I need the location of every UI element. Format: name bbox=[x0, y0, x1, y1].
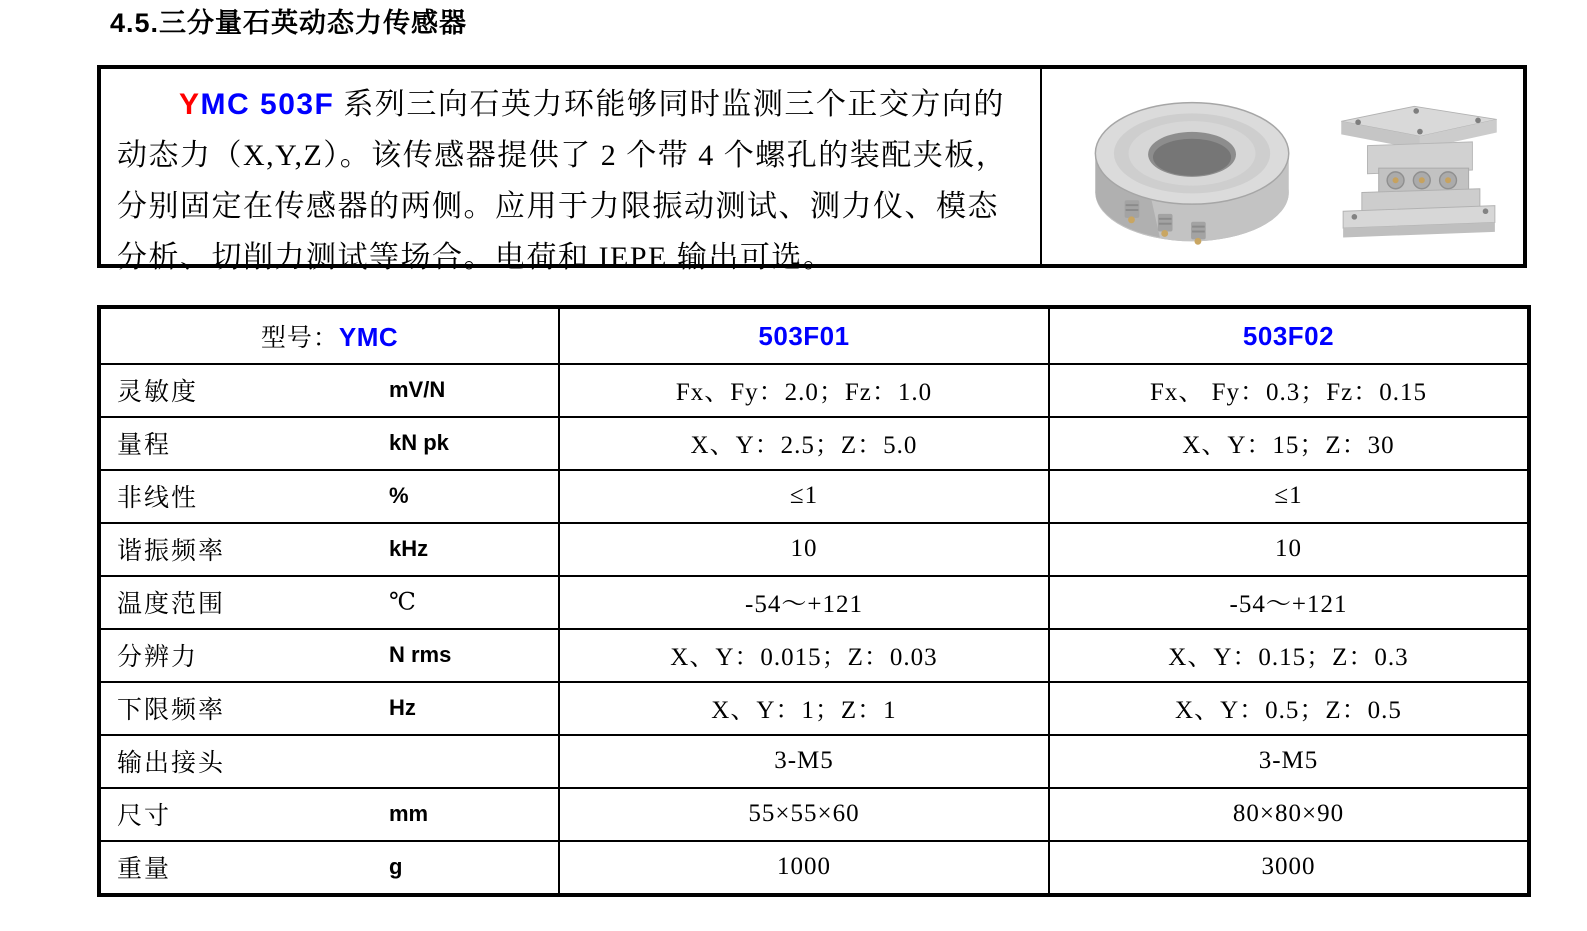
value-503f01: 55×55×60 bbox=[559, 788, 1049, 841]
param-cell bbox=[99, 735, 559, 788]
param-cell bbox=[99, 523, 559, 576]
product-photos bbox=[1042, 69, 1523, 264]
value-503f01: X、Y：2.5；Z：5.0 bbox=[559, 417, 1049, 470]
table-row bbox=[99, 523, 1529, 576]
brand-letters-mc: MC bbox=[356, 322, 399, 352]
param-cell bbox=[99, 364, 559, 417]
value-503f01: 3-M5 bbox=[559, 735, 1049, 788]
param-label: 灵敏度 bbox=[117, 379, 199, 407]
param-label: 输出接头 bbox=[117, 750, 226, 778]
unit-label: kN pk bbox=[389, 430, 449, 456]
intro-line-2: 动态力（X,Y,Z）。该传感器提供了 2 个带 4 个螺孔的装配夹板， bbox=[117, 139, 1008, 172]
param-label: 重量 bbox=[117, 856, 172, 884]
unit-label: g bbox=[389, 854, 403, 880]
table-row bbox=[99, 788, 1529, 841]
value-503f01: ≤1 bbox=[559, 470, 1049, 523]
value-503f02: 10 bbox=[1049, 523, 1529, 576]
value-503f01: X、Y：0.015；Z：0.03 bbox=[559, 629, 1049, 682]
param-cell bbox=[99, 682, 559, 735]
table-row bbox=[99, 364, 1529, 417]
table-row bbox=[99, 629, 1529, 682]
intro-line-1-text: 系列三向石英力环能够同时监测三个正交方向的 bbox=[334, 88, 1005, 121]
unit-label: mm bbox=[389, 801, 429, 827]
brand-letters-mc: MC bbox=[200, 88, 251, 121]
model-503f02: 503F02 bbox=[1242, 320, 1335, 351]
unit-label: mV/N bbox=[389, 377, 446, 403]
param-cell bbox=[99, 417, 559, 470]
model-header-cell bbox=[99, 307, 559, 364]
unit-label: kHz bbox=[389, 536, 429, 562]
intro-line-1 bbox=[117, 79, 1028, 130]
value-503f02: 80×80×90 bbox=[1049, 788, 1529, 841]
value-503f02: 3000 bbox=[1049, 841, 1529, 895]
model-503f01-header bbox=[559, 307, 1049, 364]
table-row bbox=[99, 841, 1529, 895]
model-503f02-header bbox=[1049, 307, 1529, 364]
unit-label: ℃ bbox=[389, 589, 416, 616]
unit-label: % bbox=[389, 483, 409, 509]
table-header-row bbox=[99, 307, 1529, 364]
param-label: 非线性 bbox=[117, 485, 199, 513]
value-503f01: 1000 bbox=[559, 841, 1049, 895]
intro-line-3: 分别固定在传感器的两侧。应用于力限振动测试、测力仪、模态 bbox=[117, 190, 999, 223]
param-cell bbox=[99, 788, 559, 841]
unit-label: N rms bbox=[389, 642, 452, 668]
series-model: 503F bbox=[250, 88, 335, 121]
ring-sensor-photo bbox=[1080, 85, 1308, 253]
value-503f02: -54～+121 bbox=[1049, 576, 1529, 629]
value-503f01: 10 bbox=[559, 523, 1049, 576]
model-503f01: 503F01 bbox=[758, 320, 850, 351]
param-cell bbox=[99, 841, 559, 895]
brand-letter-y: Y bbox=[179, 88, 201, 121]
spec-table bbox=[97, 305, 1531, 897]
param-cell bbox=[99, 470, 559, 523]
value-503f02: ≤1 bbox=[1049, 470, 1529, 523]
value-503f01: -54～+121 bbox=[559, 576, 1049, 629]
param-cell bbox=[99, 629, 559, 682]
intro-text bbox=[101, 69, 1042, 274]
param-cell bbox=[99, 576, 559, 629]
value-503f02: X、Y：15；Z：30 bbox=[1049, 417, 1529, 470]
brand-letter-y: Y bbox=[338, 322, 357, 352]
intro-box bbox=[97, 65, 1527, 274]
table-row bbox=[99, 735, 1529, 788]
value-503f02: Fx、 Fy：0.3；Fz：0.15 bbox=[1049, 364, 1529, 417]
table-row bbox=[99, 682, 1529, 735]
param-label: 尺寸 bbox=[117, 803, 172, 831]
param-label: 量程 bbox=[117, 432, 172, 460]
intro-line-4: 分析、切削力测试等场合。电荷和 IEPE 输出可选。 bbox=[117, 241, 835, 274]
value-503f02: 3-M5 bbox=[1049, 735, 1529, 788]
table-row bbox=[99, 576, 1529, 629]
value-503f01: X、Y：1；Z：1 bbox=[559, 682, 1049, 735]
value-503f01: Fx、Fy：2.0；Fz：1.0 bbox=[559, 364, 1049, 417]
param-label: 分辨力 bbox=[117, 644, 199, 672]
page-title: 4.5.三分量石英动态力传感器 bbox=[110, 8, 468, 38]
table-row bbox=[99, 470, 1529, 523]
value-503f02: X、Y：0.15；Z：0.3 bbox=[1049, 629, 1529, 682]
param-label: 下限频率 bbox=[117, 697, 226, 725]
unit-label: Hz bbox=[389, 695, 416, 721]
value-503f02: X、Y：0.5；Z：0.5 bbox=[1049, 682, 1529, 735]
table-row bbox=[99, 417, 1529, 470]
clamp-assembly-photo bbox=[1330, 95, 1508, 245]
model-label: 型号： bbox=[260, 325, 339, 352]
param-label: 温度范围 bbox=[117, 591, 226, 619]
param-label: 谐振频率 bbox=[117, 538, 226, 566]
